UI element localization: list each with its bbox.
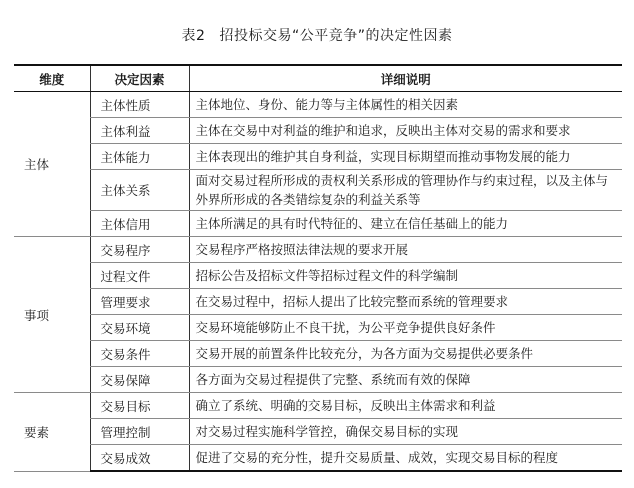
description-cell: 对交易过程实施科学管控，确保交易目标的实现 xyxy=(189,419,622,445)
factor-cell: 主体性质 xyxy=(90,92,189,118)
table-row xyxy=(14,393,622,419)
description-cell: 主体在交易中对利益的维护和追求，反映出主体对交易的需求和要求 xyxy=(189,118,622,144)
table-title xyxy=(0,25,634,45)
category-cell: 事项 xyxy=(14,237,90,393)
header-row xyxy=(14,65,622,92)
description-cell: 各方面为交易过程提供了完整、系统而有效的保障 xyxy=(189,367,622,393)
table-row xyxy=(14,237,622,263)
factor-cell: 交易目标 xyxy=(90,393,189,419)
header-factor: 决定因素 xyxy=(90,65,189,92)
factor-cell: 主体信用 xyxy=(90,211,189,237)
factor-cell: 管理要求 xyxy=(90,289,189,315)
description-cell: 交易开展的前置条件比较充分，为各方面为交易提供必要条件 xyxy=(189,341,622,367)
table-row xyxy=(14,419,622,445)
description-cell: 主体地位、身份、能力等与主体属性的相关因素 xyxy=(189,92,622,118)
factor-cell: 交易保障 xyxy=(90,367,189,393)
category-cell: 要素 xyxy=(14,393,90,472)
table-row xyxy=(14,211,622,237)
description-cell: 交易环境能够防止不良干扰，为公平竞争提供良好条件 xyxy=(189,315,622,341)
category-cell: 主体 xyxy=(14,92,90,237)
factor-cell: 过程文件 xyxy=(90,263,189,289)
factor-cell: 交易成效 xyxy=(90,445,189,472)
description-cell: 在交易过程中，招标人提出了比较完整而系统的管理要求 xyxy=(189,289,622,315)
table-number: 表2 xyxy=(181,28,206,44)
description-cell: 主体表现出的维护其自身利益，实现目标期望而推动事物发展的能力 xyxy=(189,144,622,170)
description-cell: 面对交易过程所形成的责权利关系形成的管理协作与约束过程，以及主体与外界所形成的各类错综复杂的利益关系等 xyxy=(189,170,622,211)
header-dimension: 维度 xyxy=(14,65,90,92)
description-cell: 促进了交易的充分性，提升交易质量、成效，实现交易目标的程度 xyxy=(189,445,622,472)
table-caption: 招投标交易“公平竞争”的决定性因素 xyxy=(219,28,453,44)
table-row xyxy=(14,341,622,367)
description-cell: 确立了系统、明确的交易目标，反映出主体需求和利益 xyxy=(189,393,622,419)
table-row xyxy=(14,367,622,393)
factor-cell: 交易条件 xyxy=(90,341,189,367)
description-cell: 主体所满足的具有时代特征的、建立在信任基础上的能力 xyxy=(189,211,622,237)
table-row xyxy=(14,315,622,341)
factor-cell: 管理控制 xyxy=(90,419,189,445)
table-row xyxy=(14,144,622,170)
factor-cell: 主体关系 xyxy=(90,170,189,211)
factor-cell: 交易程序 xyxy=(90,237,189,263)
description-cell: 交易程序严格按照法律法规的要求开展 xyxy=(189,237,622,263)
table-row xyxy=(14,92,622,118)
factor-cell: 主体利益 xyxy=(90,118,189,144)
table-row xyxy=(14,445,622,472)
table-row xyxy=(14,263,622,289)
table-row xyxy=(14,170,622,211)
table-row xyxy=(14,118,622,144)
factors-table xyxy=(14,64,622,472)
factor-cell: 主体能力 xyxy=(90,144,189,170)
table-row xyxy=(14,289,622,315)
header-detail: 详细说明 xyxy=(189,65,622,92)
factor-cell: 交易环境 xyxy=(90,315,189,341)
description-cell: 招标公告及招标文件等招标过程文件的科学编制 xyxy=(189,263,622,289)
